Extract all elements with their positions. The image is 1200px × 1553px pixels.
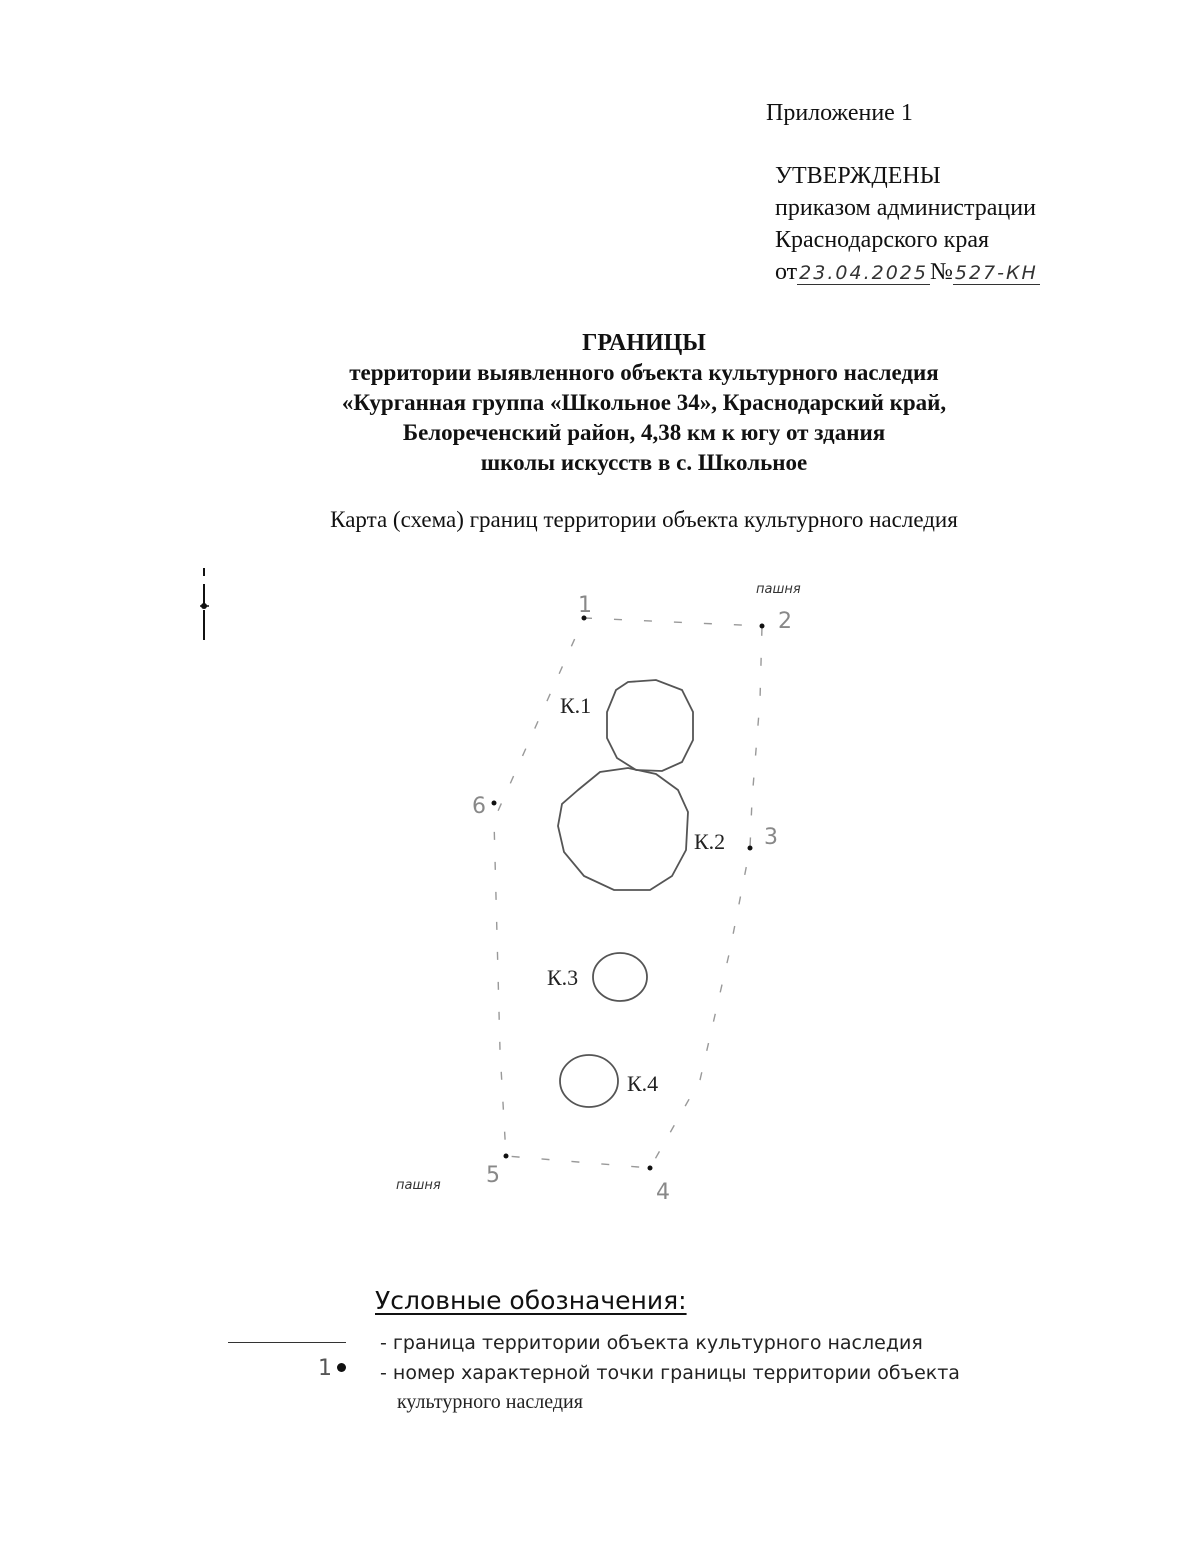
handwritten-date: 23.04.2025	[799, 262, 928, 284]
legend-item-boundary: - граница территории объекта культурного наследия	[380, 1332, 923, 1354]
point-6-label: 6	[472, 794, 486, 819]
attachment-label: Приложение 1	[766, 100, 913, 126]
date-prefix: от	[775, 259, 798, 285]
point-4-dot	[648, 1166, 653, 1171]
title-line-1: территории выявленного объекта культурного наследия	[349, 360, 939, 385]
mound-k3	[593, 953, 647, 1001]
point-6-dot	[492, 801, 497, 806]
legend-title: Условные обозначения:	[375, 1286, 687, 1315]
approved-line-1: приказом администрации	[775, 195, 1036, 221]
point-3-label: 3	[764, 825, 778, 850]
title-main: ГРАНИЦЫ	[582, 330, 706, 356]
point-5-label: 5	[486, 1163, 500, 1188]
legend-point-dot-icon	[337, 1363, 346, 1372]
legend-item-point-continued: культурного наследия	[397, 1391, 583, 1413]
approved-title: УТВЕРЖДЕНЫ	[775, 163, 941, 189]
point-2-label: 2	[778, 609, 792, 634]
field-label-bottom: пашня	[396, 1178, 441, 1193]
point-5-dot	[504, 1154, 509, 1159]
mound-k2-label: К.2	[694, 829, 726, 854]
approved-line-2: Краснодарского края	[775, 227, 990, 253]
point-2-dot	[760, 624, 765, 629]
legend-point-number-sample: 1	[318, 1356, 332, 1381]
point-4-label: 4	[656, 1180, 670, 1205]
map-caption: Карта (схема) границ территории объекта культурного наследия	[330, 507, 958, 532]
mound-k3-label: К.3	[547, 965, 579, 990]
title-line-3: Белореченский район, 4,38 км к югу от здания	[402, 420, 886, 445]
mound-k2	[558, 768, 688, 890]
point-1-label: 1	[578, 593, 592, 618]
mound-k1	[607, 680, 693, 771]
title-line-4: школы искусств в с. Школьное	[480, 450, 808, 475]
mound-k4	[560, 1055, 618, 1107]
mound-k1-label: К.1	[560, 693, 592, 718]
number-prefix: №	[929, 259, 953, 285]
point-3-dot	[748, 846, 753, 851]
field-label-top: пашня	[756, 582, 801, 597]
legend-boundary-line-sample	[228, 1342, 346, 1343]
legend-item-point: - номер характерной точки границы территории объекта	[380, 1362, 960, 1384]
mound-k4-label: К.4	[627, 1071, 659, 1096]
handwritten-number: 527-КН	[954, 262, 1038, 284]
title-line-2: «Курганная группа «Школьное 34», Краснодарский край,	[341, 390, 947, 415]
